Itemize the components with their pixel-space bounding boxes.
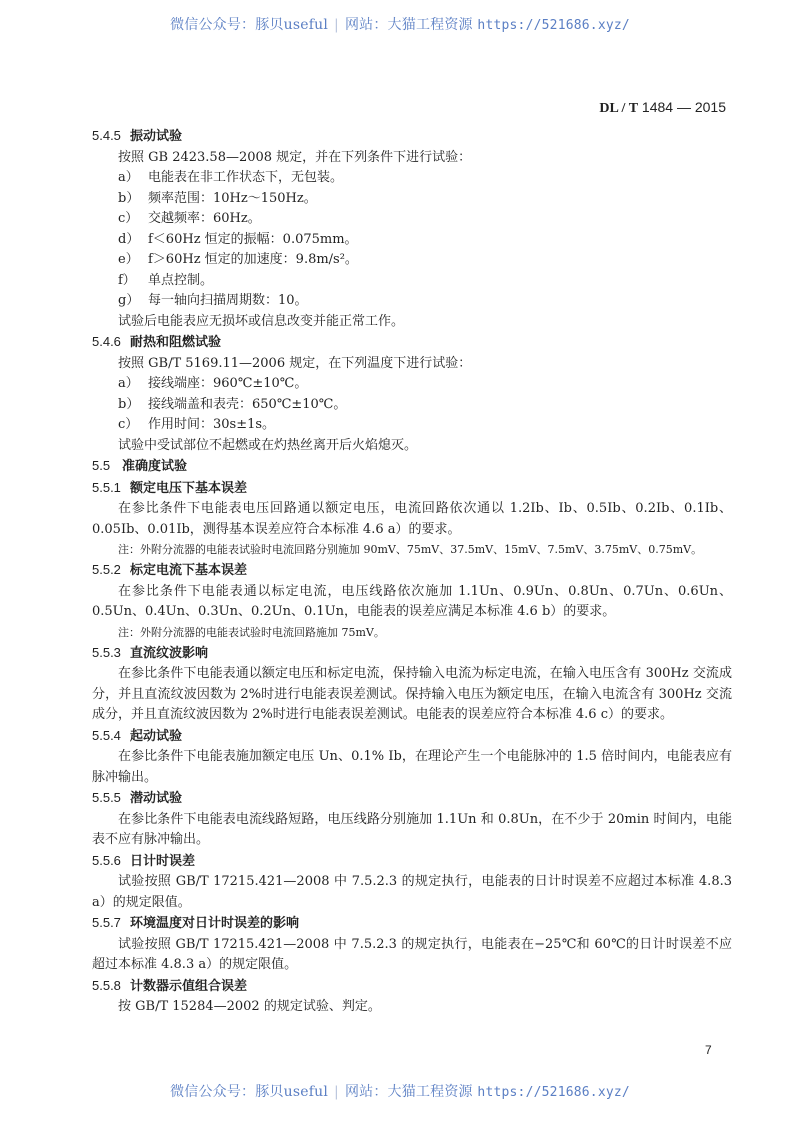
paragraph: 试验中受试部位不起燃或在灼热丝离开后火焰熄灭。 bbox=[118, 437, 418, 453]
note: 注：外附分流器的电能表试验时电流回路施加 75mV。 bbox=[118, 625, 385, 639]
list-item: b） 频率范围：10Hz～150Hz。 bbox=[118, 190, 317, 206]
list-item: f） 单点控制。 bbox=[118, 272, 214, 288]
section-heading-5-5-2: 5.5.2 标定电流下基本误差 bbox=[92, 562, 248, 578]
watermark-separator: | bbox=[334, 1084, 339, 1100]
section-heading-5-5-8: 5.5.8 计数器示值组合误差 bbox=[92, 977, 248, 994]
watermark-top bbox=[0, 14, 800, 34]
page-number: 7 bbox=[705, 1043, 712, 1057]
standard-prefix: DL / T bbox=[599, 101, 639, 116]
watermark-wechat: 微信公众号：豚贝useful bbox=[170, 1084, 329, 1100]
paragraph: 在参比条件下电能表通以额定电压和标定电流，保持输入电流为标定电流，在输入电压含有 300Hz 交流成分，并且直流纹波因数为 2%时进行电能表误差测试。保持输入电压为额定电压，在输入电流含有 300Hz 交流成分，并且直流纹波因数为 2%时进行电能表误差测试。电能表的误差应符合本标准 4.6 c）的要求。 bbox=[92, 666, 732, 722]
section-heading-5-5-3: 5.5.3 直流纹波影响 bbox=[92, 644, 209, 661]
section-heading-5-5-6: 5.5.6 日计时误差 bbox=[92, 852, 196, 869]
note: 注：外附分流器的电能表试验时电流回路分别施加 90mV、75mV、37.5mV、15mV、7.5mV、3.75mV、0.75mV。 bbox=[118, 543, 703, 556]
watermark-url[interactable]: https://521686.xyz/ bbox=[477, 1085, 630, 1100]
list-item: d） f＜60Hz 恒定的振幅：0.075mm。 bbox=[118, 231, 358, 247]
paragraph: 按 GB/T 15284—2002 的规定试验、判定。 bbox=[118, 999, 381, 1014]
document-body bbox=[92, 126, 732, 1018]
list-item: c） 作用时间：30s±1s。 bbox=[118, 417, 276, 432]
paragraph: 在参比条件下电能表施加额定电压 Un、0.1% Ib，在理论产生一个电能脉冲的 1.5 倍时间内，电能表应有脉冲输出。 bbox=[92, 749, 732, 785]
paragraph: 试验按照 GB/T 17215.421—2008 中 7.5.2.3 的规定执行，电能表在−25℃和 60℃的日计时误差不应超过本标准 4.8.3 a）的规定限值。 bbox=[92, 936, 732, 972]
watermark-wechat: 微信公众号：豚贝useful bbox=[170, 17, 329, 33]
section-heading-5-5-1: 5.5.1 额定电压下基本误差 bbox=[92, 479, 248, 496]
list-item: a） 接线端座：960℃±10℃。 bbox=[118, 376, 308, 391]
watermark-url[interactable]: https://521686.xyz/ bbox=[477, 18, 630, 33]
list-item: c） 交越频率：60Hz。 bbox=[118, 211, 261, 226]
watermark-site: 网站：大猫工程资源 bbox=[344, 1084, 473, 1100]
paragraph: 按照 GB 2423.58—2008 规定，并在下列条件下进行试验： bbox=[118, 149, 472, 165]
watermark-site: 网站：大猫工程资源 bbox=[344, 17, 473, 33]
paragraph: 在参比条件下电能表电压回路通以额定电压，电流回路依次通以 1.2Ib、Ib、0.5Ib、0.2Ib、0.1Ib、0.05Ib、0.01Ib，测得基本误差应符合本标准 4.6 a）的要求。 bbox=[92, 501, 732, 537]
paragraph: 试验后电能表应无损坏或信息改变并能正常工作。 bbox=[118, 313, 405, 329]
section-heading-5-5-4: 5.5.4 起动试验 bbox=[92, 727, 183, 744]
paragraph: 试验按照 GB/T 17215.421—2008 中 7.5.2.3 的规定执行，电能表的日计时误差不应超过本标准 4.8.3 a）的规定限值。 bbox=[92, 874, 732, 910]
watermark-bottom bbox=[0, 1081, 800, 1101]
list-item: e） f＞60Hz 恒定的加速度：9.8m/s²。 bbox=[118, 252, 358, 267]
list-item: g） 每一轴向扫描周期数：10。 bbox=[118, 293, 308, 308]
section-heading-5-4-6: 5.4.6 耐热和阻燃试验 bbox=[92, 334, 222, 350]
list-item: b） 接线端盖和表壳：650℃±10℃。 bbox=[118, 396, 347, 412]
standard-number: 1484 — 2015 bbox=[641, 99, 726, 115]
section-heading-5-5: 5.5 准确度试验 bbox=[92, 458, 188, 474]
section-heading-5-4-5: 5.4.5 振动试验 bbox=[92, 128, 183, 144]
paragraph: 在参比条件下电能表通以标定电流，电压线路依次施加 1.1Un、0.9Un、0.8Un、0.7Un、0.6Un、0.5Un、0.4Un、0.3Un、0.2Un、0.1Un，电能表的误差应满足本标准 4.6 b）的要求。 bbox=[92, 583, 732, 619]
watermark-separator: | bbox=[334, 17, 339, 33]
section-heading-5-5-7: 5.5.7 环境温度对日计时误差的影响 bbox=[92, 915, 300, 931]
section-heading-5-5-5: 5.5.5 潜动试验 bbox=[92, 790, 183, 806]
standard-code bbox=[599, 99, 726, 117]
paragraph: 在参比条件下电能表电流线路短路，电压线路分别施加 1.1Un 和 0.8Un，在不少于 20min 时间内，电能表不应有脉冲输出。 bbox=[92, 811, 732, 847]
paragraph: 按照 GB/T 5169.11—2006 规定，在下列温度下进行试验： bbox=[118, 355, 472, 371]
list-item: a） 电能表在非工作状态下，无包装。 bbox=[118, 170, 344, 185]
